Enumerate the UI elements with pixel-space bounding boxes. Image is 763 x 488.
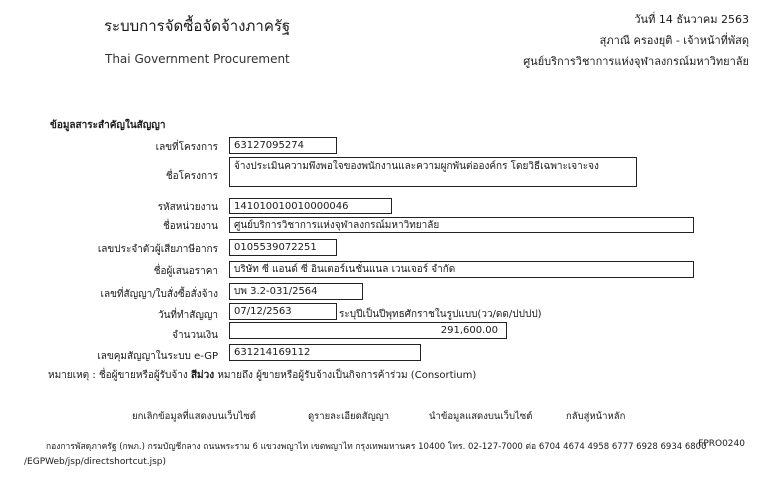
view-contract-link[interactable]: ดูรายละเอียดสัญญา [308,411,390,422]
footer-path: /EGPWeb/jsp/directshortcut.jsp) [24,457,167,467]
note-highlight: สีม่วง [190,370,215,381]
note-suffix: หมายถึง ผู้ขายหรือผู้รับจ้างเป็นกิจการค้าร่วม (Consortium) [217,370,477,381]
header-organization: ศูนย์บริการวิชาการแห่งจุฬาลงกรณ์มหาวิทยาลัย [523,55,749,68]
publish-data-link[interactable]: นำข้อมูลแสดงบนเว็บไซต์ [429,411,533,422]
agency-code-field[interactable]: 141010010010000046 [229,198,392,214]
agency-code-label: รหัสหน่วยงาน [157,202,218,213]
bidder-name-field[interactable]: บริษัท ซี แอนด์ ซี อินเตอร์เนชั่นแนล เวนเจอร์ จำกัด [229,261,694,278]
contract-number-label: เลขที่สัญญา/ใบสั่งซื้อสั่งจ้าง [100,289,218,300]
contract-number-field[interactable]: บพ 3.2-031/2564 [229,283,363,300]
cancel-publish-link[interactable]: ยกเลิกข้อมูลที่แสดงบนเว็บไซต์ [132,411,256,422]
contract-date-label: วันที่ทำสัญญา [157,310,218,321]
amount-label: จำนวนเงิน [172,330,218,341]
contract-date-hint: ระบุปีเป็นปีพุทธศักราชในรูปแบบ(วว/ดด/ปปปป) [339,309,542,320]
project-number-field[interactable]: 63127095274 [229,137,337,154]
tax-id-label: เลขประจำตัวผู้เสียภาษีอากร [97,244,218,255]
amount-field[interactable]: 291,600.00 [229,322,507,339]
footer-address: กองการพัสดุภาครัฐ (กพภ.) กรมบัญชีกลาง ถนนพระราม 6 แขวงพญาไท เขตพญาไท กรุงเทพมหานคร 10400 โทร. 02-127-7000 ต่อ 6704 4674 4958 6777 6928 6934 6800 [46,442,707,452]
header-date: วันที่ 14 ธันวาคม 2563 [634,13,749,26]
note-prefix: หมายเหตุ : ชื่อผู้ขายหรือผู้รับจ้าง [48,370,188,381]
section-title: ข้อมูลสาระสำคัญในสัญญา [50,120,166,131]
contract-date-field[interactable]: 07/12/2563 [229,303,337,320]
project-name-field[interactable]: จ้างประเมินความพึงพอใจของพนักงานและความผูกพันต่อองค์กร โดยวิธีเฉพาะเจาะจง [229,157,637,187]
project-number-label: เลขที่โครงการ [155,142,218,153]
egp-number-label: เลขคุมสัญญาในระบบ e-GP [97,351,218,362]
bidder-name-label: ชื่อผู้เสนอราคา [153,266,218,277]
system-title-english: Thai Government Procurement [105,52,290,66]
agency-name-field[interactable]: ศูนย์บริการวิชาการแห่งจุฬาลงกรณ์มหาวิทยาลัย [229,217,694,233]
back-home-link[interactable]: กลับสู่หน้าหลัก [566,411,626,422]
agency-name-label: ชื่อหน่วยงาน [162,221,218,232]
project-name-label: ชื่อโครงการ [165,171,218,182]
system-title-thai: ระบบการจัดซื้อจัดจ้างภาครัฐ [104,17,291,35]
egp-number-field[interactable]: 631214169112 [229,344,421,361]
tax-id-field[interactable]: 0105539072251 [229,239,337,256]
footer-form-code: FPRO0240 [698,439,745,449]
header-user: สุภาณี ครองยุติ - เจ้าหน้าที่พัสดุ [599,34,749,47]
note-text [48,368,476,383]
